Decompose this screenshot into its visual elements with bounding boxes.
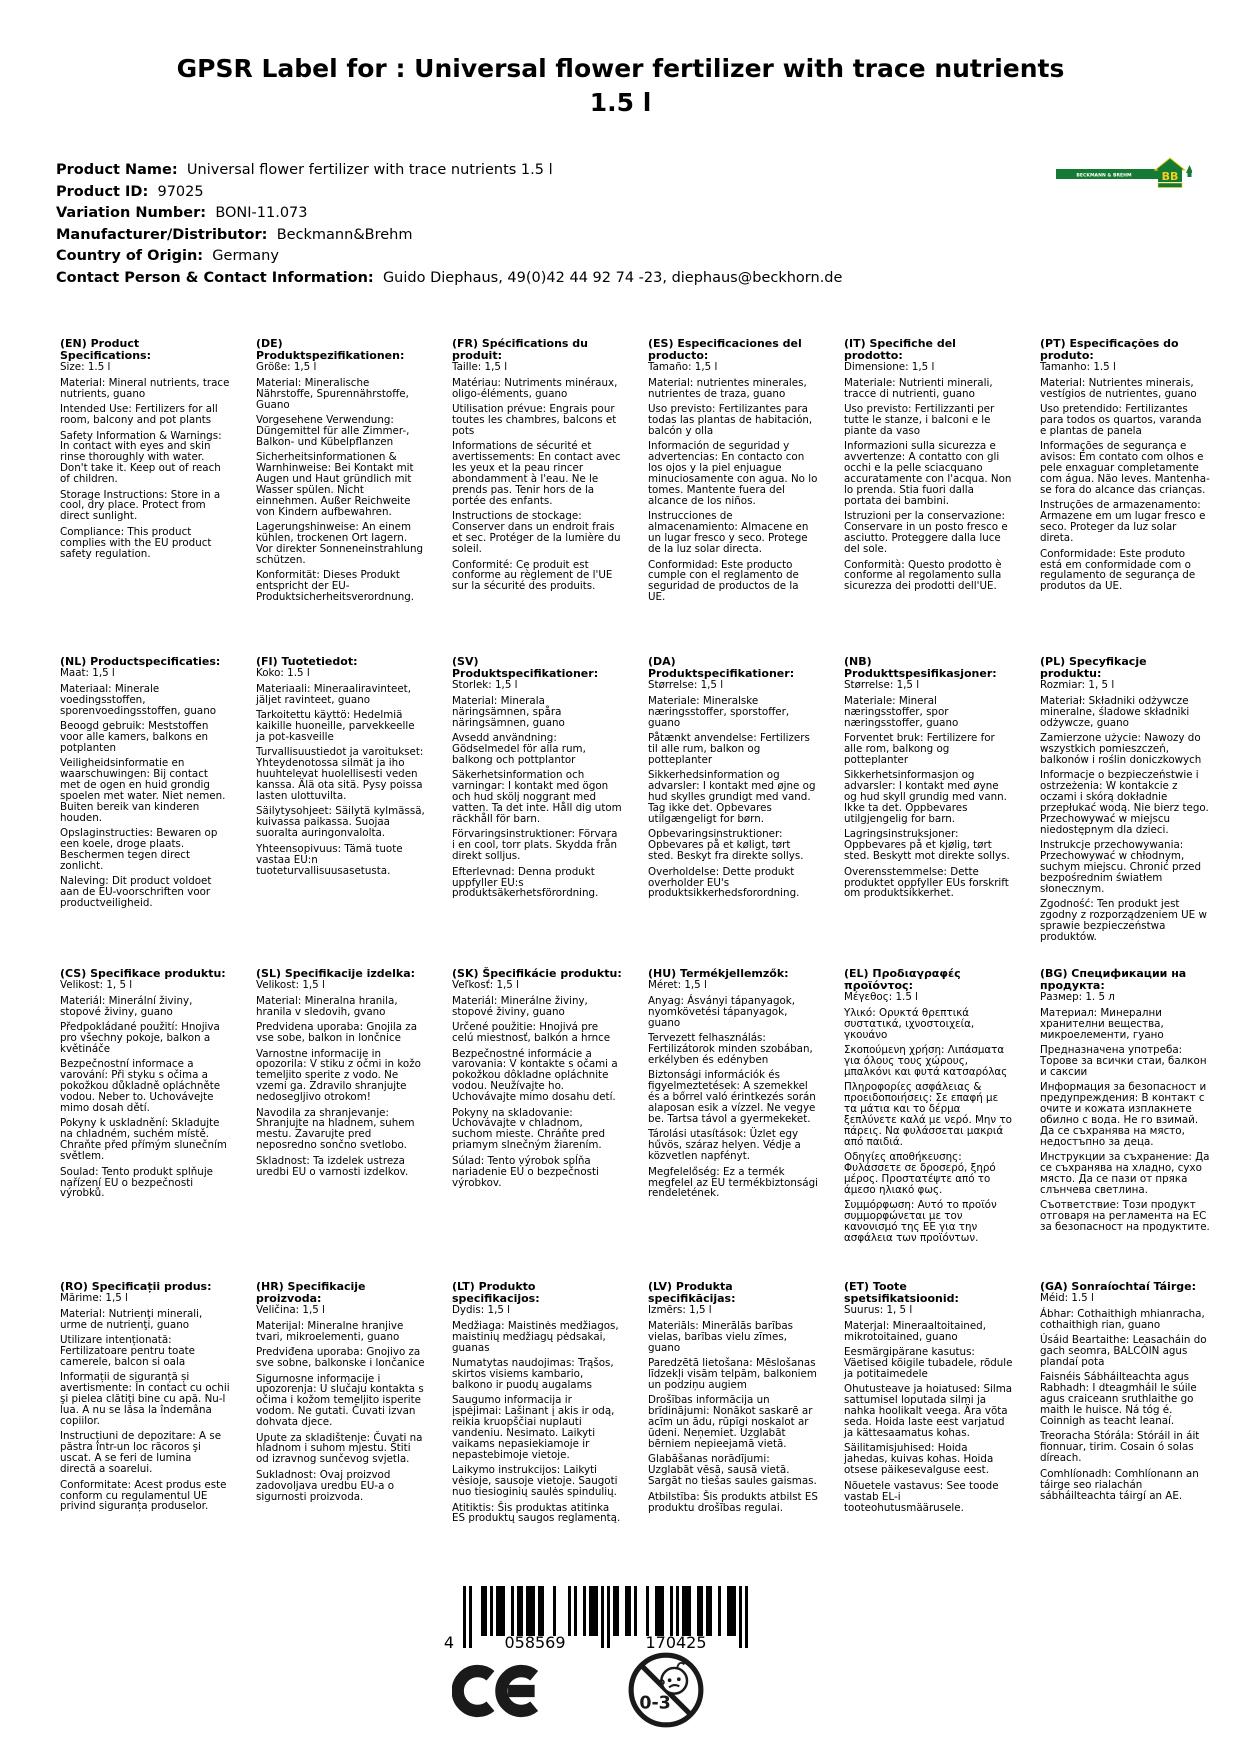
svg-text:BECKMANN & BREHM: BECKMANN & BREHM — [1076, 173, 1132, 179]
spec-block-lt — [452, 1281, 622, 1529]
product-info-row — [56, 246, 956, 268]
product-info-label: Product Name: — [56, 162, 178, 178]
age-warning-text: 0-3 — [639, 1693, 671, 1714]
spec-paragraph: Určené použitie: Hnojivá pre celú miestnosť, balkón a hrnce — [452, 1021, 611, 1045]
spec-paragraph: Bezpečnostní informace a varování: Při styku s očima a pokožkou důkladně opláchněte vodou. Neber to. Uchovávejte mimo dosah dětí. — [60, 1058, 221, 1115]
spec-paragraph: Säkerhetsinformation och varningar: I kontakt med ögon och hud skölj noggrant med vatten. Ta det inte. Håll dig utom räckhåll för barn. — [452, 769, 622, 825]
product-info-value: Germany — [212, 248, 279, 265]
spec-paragraph: Förvaringsinstruktioner: Förvara i en cool, torr plats. Skydda från direkt solljus. — [452, 828, 618, 863]
spec-paragraph: Material: Mineral nutrients, trace nutrients, guano — [60, 376, 230, 400]
spec-paragraph: Materiāls: Minerālās barības vielas, barības vielu zīmes, guano — [648, 1319, 794, 1354]
spec-paragraph: Overholdelse: Dette produkt overholder EU's produktsikkerhedsforordning. — [648, 865, 800, 900]
spec-block-title: (LT) Produkto specifikacijos: — [452, 1280, 540, 1305]
spec-paragraph: Materiaal: Minerale voedingsstoffen, sporenvoedingsstoffen, guano — [60, 682, 217, 717]
spec-paragraph: Navodila za shranjevanje: Shranjujte na hladnem, suhem mestu. Zavarujte pred neposredno sončno svetlobo. — [256, 1106, 415, 1152]
spec-paragraph: Naleving: Dit product voldoet aan de EU-voorschriften voor productveiligheid. — [60, 875, 212, 910]
spec-paragraph: Yhteensopivuus: Tämä tuote vastaa EU:n tuoteturvallisuusasetusta. — [256, 842, 403, 877]
spec-block-title: (FI) Tuotetiedot: — [256, 655, 358, 668]
spec-block-sk — [452, 968, 622, 1281]
spec-block-title: (FR) Spécifications du produit: — [452, 337, 589, 362]
page-title-line1: GPSR Label for : Universal flower fertilizer with trace nutrients — [176, 54, 1065, 83]
spec-block-en — [60, 338, 230, 656]
spec-paragraph: Veiligheidsinformatie en waarschuwingen: Bij contact met de ogen en huid grondig spoelen met water. Niet nemen. Buiten bereik van kinderen houden. — [60, 757, 226, 824]
spec-paragraph: Materjal: Mineraaltoitained, mikrotoitained, guano — [844, 1319, 986, 1343]
spec-paragraph: Předpokládané použití: Hnojiva pro všechny pokoje, balkon a květináče — [60, 1021, 220, 1056]
spec-paragraph: Conformidad: Este producto cumple con el reglamento de seguridad de productos de la UE. — [648, 558, 799, 604]
page-title-line2: 1.5 l — [589, 87, 652, 117]
product-info-value: Guido Diephaus, 49(0)42 44 92 74 -23, diephaus@beckhorn.de — [382, 269, 843, 286]
spec-block-el — [844, 968, 1014, 1281]
spec-block-de — [256, 338, 426, 656]
spec-block-title: (CS) Specifikace produktu: — [60, 967, 226, 980]
spec-block-pl — [1040, 656, 1210, 968]
spec-paragraph: Materiál: Minerálne živiny, stopové živiny, guano — [452, 994, 588, 1018]
spec-paragraph: Opslaginstructies: Bewaren op een koele, droge plaats. Beschermen tegen direct zonlicht. — [60, 827, 218, 872]
spec-block-nb — [844, 656, 1014, 968]
product-info-label: Product ID: — [56, 183, 149, 200]
spec-paragraph: Skladnost: Ta izdelek ustreza uredbi EU o varnosti izdelkov. — [256, 1154, 409, 1178]
spec-paragraph: Οδηγίες αποθήκευσης: Φυλάσσετε σε δροσερό, ξηρό μέρος. Προστατέψτε από το άμεσο ηλιακό φως. — [844, 1151, 996, 1196]
spec-block-title: (ES) Especificaciones del producto: — [648, 337, 802, 362]
spec-paragraph: Материал: Минерални хранителни вещества, микроелементи, гуано — [1040, 1006, 1164, 1041]
spec-paragraph: Intended Use: Fertilizers for all room, balcony and pot plants — [60, 403, 218, 427]
spec-block-title: (PL) Specyfikacje produktu: — [1040, 655, 1147, 680]
spec-block-it — [844, 338, 1014, 656]
page-title — [80, 52, 1161, 120]
spec-paragraph: Compliance: This product complies with the EU product safety regulation. — [60, 525, 212, 560]
spec-paragraph: Påtænkt anvendelse: Fertilizers til alle rum, balkon og potteplanter — [648, 732, 810, 766]
spec-paragraph: Predviđena uporaba: Gnojivo za sve sobne, balkonske i lončanice — [256, 1346, 425, 1370]
spec-paragraph: Sicherheitsinformationen & Warnhinweise: Bei Kontakt mit Augen und Haut gründlich mit Wasser spülen. Nicht einnehmen. Außer Reichweite von Kindern aufbewahren. — [256, 451, 414, 518]
product-info-label: Country of Origin: — [56, 248, 204, 265]
spec-block-lv — [648, 1281, 818, 1529]
barcode-lead-digit: 4 — [443, 1633, 455, 1652]
spec-block-title: (BG) Спецификации на продукта: — [1040, 967, 1187, 992]
spec-paragraph: Matériau: Nutriments minéraux, oligo-éléments, guano — [452, 376, 618, 400]
spec-block-title: (DA) Produktspecifikationer: — [648, 655, 795, 680]
spec-paragraph: Informații de siguranță și avertismente: În contact cu ochii şi pielea clătiţi bine cu apă. Nu-l lua. A nu se lăsa la îndemâna copiilor. — [60, 1371, 230, 1428]
spec-paragraph: Πληροφορίες ασφάλειας & προειδοποιήσεις: Σε επαφή με τα μάτια και το δέρμα ξεπλύνετε καλά με νερό. Μην το πάρεις. Να φυλάσσεται μακριά από παιδιά. — [844, 1081, 1012, 1148]
spec-paragraph: Úsáid Beartaithe: Leasacháin do gach seomra, BALCÓIN agus plandaí pota — [1040, 1334, 1207, 1369]
spec-block-title: (SV) Produktspecifikationer: — [452, 655, 599, 680]
spec-paragraph: Uso previsto: Fertilizantes para todas las plantas de habitación, balcón y olla — [648, 403, 813, 438]
spec-paragraph: Veličina: 1,5 l — [256, 1304, 325, 1316]
spec-paragraph: Utilizare intenționată: Fertilizatoare pentru toate camerele, balcon si oala — [60, 1334, 196, 1369]
spec-paragraph: Material: Mineralna hranila, hranila v sledovih, gvano — [256, 994, 398, 1018]
spec-paragraph: Informations de sécurité et avertissements: En contact avec les yeux et la peau rincer abondamment à l'eau. Ne le prends pas. Tenir hors de la portée des enfants. — [452, 440, 621, 507]
spec-paragraph: Bezpečnostné informácie a varovania: V kontakte s očami a pokožkou dôkladne opláchnite vodou. Neužívajte ho. Uchovávajte mimo dosahu detí. — [452, 1047, 618, 1104]
spec-block-bg — [1040, 968, 1210, 1281]
spec-paragraph: Forventet bruk: Fertilizere for alle rom, balkong og potteplanter — [844, 732, 995, 766]
footer — [0, 1580, 1241, 1754]
spec-block-hr — [256, 1281, 426, 1529]
product-info — [56, 160, 956, 290]
spec-block-title: (RO) Specificații produs: — [60, 1280, 212, 1293]
spec-paragraph: Taille: 1,5 l — [452, 361, 508, 373]
spec-paragraph: Materiale: Mineralske næringsstoffer, sporstoffer, guano — [648, 694, 790, 729]
spec-block-et — [844, 1281, 1014, 1529]
spec-block-da — [648, 656, 818, 968]
brand-logo-icon — [1056, 155, 1192, 193]
spec-paragraph: Material: Minerala näringsämnen, spåra näringsämnen, guano — [452, 694, 565, 729]
barcode-group2: 170425 — [645, 1633, 707, 1652]
spec-paragraph: Zgodność: Ten produkt jest zgodny z rozporządzeniem UE w sprawie bezpieczeństwa produktów. — [1040, 898, 1207, 944]
spec-paragraph: Информация за безопасност и предупреждения: В контакт с очите и кожата изплакнете обилно с вода. Не го взимай. Да се съхранява на място, недостъпно за деца. — [1040, 1081, 1207, 1148]
spec-paragraph: Treoracha Stórála: Stóráil in áit fionnuar, tirim. Cosain ó solas díreach. — [1040, 1430, 1200, 1465]
spec-paragraph: Instrucțiuni de depozitare: A se păstra într-un loc răcoros şi uscat. A se feri de lumina directă a soarelui. — [60, 1430, 222, 1476]
spec-paragraph: Съответствие: Този продукт отговаря на регламента на ЕС за безопасност на продуктите. — [1040, 1199, 1210, 1234]
spec-paragraph: Eesmärgipärane kasutus: Väetised kõigile tubadele, rõdule ja potitaimedele — [844, 1346, 1013, 1381]
spec-paragraph: Méid: 1.5 l — [1040, 1292, 1094, 1304]
spec-paragraph: Size: 1.5 l — [60, 361, 111, 373]
spec-block-ga — [1040, 1281, 1210, 1529]
spec-paragraph: Lagringsinstruksjoner: Oppbevares på et kjølig, tørt sted. Beskytt mot direkte sollys. — [844, 828, 1010, 863]
spec-paragraph: Tarkoitettu käyttö: Hedelmiä kaikille huoneille, parvekkeelle ja pot-kasveille — [256, 709, 415, 744]
spec-paragraph: Tárolási utasítások: Üzlet egy hűvös, száraz helyen. Védje a közvetlen napfényt. — [648, 1128, 801, 1163]
spec-block-title: (SL) Specifikacije izdelka: — [256, 967, 416, 980]
spec-block-title: (EN) Product Specifications: — [60, 337, 152, 362]
spec-paragraph: Predvidena uporaba: Gnojila za vse sobe, balkon in lončnice — [256, 1021, 418, 1045]
spec-paragraph: Rozmiar: 1, 5 l — [1040, 679, 1115, 691]
spec-block-title: (ET) Toote spetsifikatsioonid: — [844, 1280, 959, 1305]
spec-paragraph: Glabāšanas norādījumi: Uzglabāt vēsā, sausā vietā. Sargāt no tiešas saules gaismas. — [648, 1453, 817, 1488]
spec-paragraph: Conformitate: Acest produs este conform cu regulamentul UE privind siguranța produselor. — [60, 1478, 227, 1513]
spec-block-sv — [452, 656, 622, 968]
product-info-label: Variation Number: — [56, 205, 207, 222]
spec-paragraph: Tamaño: 1,5 l — [648, 361, 718, 373]
spec-paragraph: Información de seguridad y advertencias: En contacto con los ojos y la piel enjuague minuciosamente con agua. No lo tomes. Mantente fuera del alcance de los niños. — [648, 440, 818, 507]
spec-block-sl — [256, 968, 426, 1281]
spec-paragraph: Utilisation prévue: Engrais pour toutes les chambres, balcons et pots — [452, 403, 617, 438]
spec-paragraph: Megfelelőség: Ez a termék megfelel az EU termékbiztonsági rendeletének. — [648, 1165, 818, 1200]
spec-paragraph: Numatytas naudojimas: Trąšos, skirtos visiems kambario, balkono ir puodų augalams — [452, 1357, 614, 1391]
spec-paragraph: Paredzētā lietošana: Mēslošanas līdzekļi visām telpām, balkoniem un podziņu augiem — [648, 1357, 817, 1391]
spec-paragraph: Μέγεθος: 1.5 l — [844, 991, 919, 1003]
spec-paragraph: Atitiktis: Šis produktas atitinka ES produktų saugos reglamentą. — [452, 1501, 621, 1525]
spec-paragraph: Materiaali: Mineraaliravinteet, jäljet ravinteet, guano — [256, 682, 411, 706]
spec-paragraph: Zamierzone użycie: Nawozy do wszystkich pomieszczeń, balkonów i roślin doniczkowych — [1040, 732, 1202, 766]
spec-paragraph: Velikost: 1, 5 l — [60, 979, 133, 991]
spec-paragraph: Medžiaga: Maistinės medžiagos, maistinių medžiagų pėdsakai, guanas — [452, 1319, 619, 1354]
spec-block-cs — [60, 968, 230, 1281]
spec-paragraph: Veľkosť: 1,5 l — [452, 979, 519, 991]
spec-paragraph: Material: Nutrienţi minerali, urme de nutrienţi, guano — [60, 1307, 203, 1331]
spec-paragraph: Material: Mineralische Nährstoffe, Spurennährstoffe, Guano — [256, 376, 409, 411]
spec-block-pt — [1040, 338, 1210, 656]
spec-paragraph: Sikkerhetsinformasjon og advarsler: I kontakt med øyne og hud skyll grundig med vann. Ikke ta det. Oppbevares utilgjengelig for barn. — [844, 769, 1007, 825]
spec-paragraph: Säilitamisjuhised: Hoida jahedas, kuivas kohas. Hoida otsese päikesevalguse eest. — [844, 1442, 994, 1477]
product-info-value: Universal flower fertilizer with trace nutrients 1.5 l — [186, 162, 553, 178]
spec-paragraph: Tamanho: 1.5 l — [1040, 361, 1116, 373]
spec-block-title: (SK) Špecifikácie produktu: — [452, 967, 622, 980]
spec-paragraph: Sukladnost: Ovaj proizvod zadovoljava uredbu EU-a o sigurnosti proizvoda. — [256, 1468, 395, 1503]
spec-paragraph: Instrucciones de almacenamiento: Almacene en un lugar fresco y seco. Protege de la luz solar directa. — [648, 510, 809, 556]
spec-block-fr — [452, 338, 622, 656]
spec-block-fi — [256, 656, 426, 968]
spec-paragraph: Varnostne informacije in opozorila: V stiku z očmi in kožo temeljito sperite z vodo. Ne vzemi ga. Zdravilo shranjujte nedosegljivo otrokom! — [256, 1047, 421, 1104]
spec-paragraph: Koko: 1.5 l — [256, 667, 310, 679]
spec-block-title: (DE) Produktspezifikationen: — [256, 337, 405, 362]
spec-paragraph: Materijal: Mineralne hranjive tvari, mikroelementi, guano — [256, 1319, 404, 1343]
spec-paragraph: Materiał: Składniki odżywcze mineralne, śladowe składniki odżywcze, guano — [1040, 694, 1190, 729]
spec-paragraph: Инструкции за съхранение: Да се съхранява на хладно, сухо място. Да се пази от пряка слънчева светлина. — [1040, 1151, 1210, 1196]
spec-block-ro — [60, 1281, 230, 1529]
spec-paragraph: Informações de segurança e avisos: Em contato com olhos e pele enxaguar completamente com água. Não leves. Mantenha-se fora do alcance das crianças. — [1040, 440, 1210, 497]
spec-paragraph: Storlek: 1,5 l — [452, 679, 518, 691]
spec-paragraph: Overensstemmelse: Dette produktet oppfyller EUs forskrift om produktsikkerhet. — [844, 865, 1009, 900]
product-info-label: Contact Person & Contact Information: — [56, 269, 374, 286]
spec-paragraph: Uso previsto: Fertilizzanti per tutte le stanze, i balconi e le piante da vaso — [844, 403, 995, 438]
spec-paragraph: Conformité: Ce produit est conforme au règlement de l'UE sur la sécurité des produits. — [452, 558, 613, 593]
spec-paragraph: Предназначена употреба: Торове за всички стаи, балкон и саксии — [1040, 1044, 1207, 1078]
spec-paragraph: Súlad: Tento výrobok spĺňa nariadenie EÚ o bezpečnosti výrobkov. — [452, 1154, 599, 1189]
spec-block-title: (NL) Productspecificaties: — [60, 655, 221, 668]
spec-paragraph: Størrelse: 1,5 l — [648, 679, 724, 691]
spec-paragraph: Saugumo informacija ir įspėjimai: Lašinant į akis ir odą, reikia kruopščiai nuplauti vandeniu. Nesimato. Laikyti vaikams nepasiekiamoje ir nepastebimoje vietoje. — [452, 1394, 615, 1461]
spec-paragraph: Размер: 1. 5 л — [1040, 991, 1115, 1003]
spec-paragraph: Material: nutrientes minerales, nutrientes de traza, guano — [648, 376, 807, 400]
spec-paragraph: Opbevaringsinstruktioner: Opbevares på et køligt, tørt sted. Beskyt fra direkte sollys. — [648, 828, 804, 863]
spec-block-hu — [648, 968, 818, 1281]
product-info-value: Beckmann&Brehm — [276, 226, 413, 243]
spec-paragraph: Faisnéis Sábháilteachta agus Rabhadh: I dteagmháil le súile agus craiceann sruthlaithe go maith le huisce. Ná tóg é. Coinnigh as teacht leanaí. — [1040, 1371, 1197, 1428]
spec-paragraph: Mărime: 1,5 l — [60, 1292, 128, 1304]
spec-paragraph: Pokyny k uskladnění: Skladujte na chladném, suchém místě. Chraňte před přímým slunečním světlem. — [60, 1117, 227, 1163]
product-info-value: 97025 — [157, 183, 204, 200]
spec-paragraph: Izmērs: 1,5 l — [648, 1304, 712, 1316]
spec-block-title: (GA) Sonraíochtaí Táirge: — [1040, 1280, 1196, 1293]
spec-paragraph: Instrukcje przechowywania: Przechowywać w chłodnym, suchym miejscu. Chronić przed bezpośrednim światłem słonecznym. — [1040, 839, 1202, 895]
spec-paragraph: Uso pretendido: Fertilizantes para todos os quartos, varanda e plantas de panela — [1040, 403, 1202, 438]
spec-paragraph: Säilytysohjeet: Säilytä kylmässä, kuivassa paikassa. Suojaa suoralta auringonvalolta. — [256, 805, 425, 840]
spec-block-title: (NB) Produkttspesifikasjoner: — [844, 655, 997, 680]
spec-paragraph: Dydis: 1,5 l — [452, 1304, 511, 1316]
spec-paragraph: Velikost: 1,5 l — [256, 979, 325, 991]
spec-block-es — [648, 338, 818, 656]
spec-paragraph: Informacje o bezpieczeństwie i ostrzeżenia: W kontakcie z oczami i skórą dokładnie przepłukać wodą. Nie bierz tego. Przechowywać w miejscu niedostępnym dla dzieci. — [1040, 769, 1209, 836]
barcode-group1: 058569 — [504, 1633, 566, 1652]
spec-block-nl — [60, 656, 230, 968]
ce-mark-icon — [452, 1662, 547, 1720]
spec-paragraph: Material: Nutrientes minerais, vestígios de nutrientes, guano — [1040, 376, 1197, 400]
spec-block-title: (LV) Produkta specifikācijas: — [648, 1280, 736, 1305]
spec-paragraph: Nõuetele vastavus: See toode vastab EL-i tooteohutusmäärusele. — [844, 1479, 999, 1514]
product-info-row — [56, 182, 956, 204]
spec-paragraph: Sikkerhedsinformation og advarsler: I kontakt med øjne og hud skylles grundigt med vand. Tag ikke det. Opbevares utilgængeligt for børn. — [648, 769, 816, 825]
spec-paragraph: Méret: 1,5 l — [648, 979, 707, 991]
spec-paragraph: Materiale: Nutrienti minerali, tracce di nutrienti, guano — [844, 376, 993, 400]
spec-paragraph: Pokyny na skladovanie: Uchovávajte v chladnom, suchom mieste. Chráňte pred priamym slnečným žiarením. — [452, 1106, 606, 1152]
spec-paragraph: Vorgesehene Verwendung: Düngemittel für alle Zimmer-, Balkon- und Kübelpflanzen — [256, 414, 410, 448]
spec-paragraph: Conformidade: Este produto está em conformidade com o regulamento de segurança de produtos da UE. — [1040, 547, 1196, 593]
spec-paragraph: Υλικό: Ορυκτά θρεπτικά συστατικά, ιχνοστοιχεία, γκουάνο — [844, 1006, 975, 1041]
spec-paragraph: Συμμόρφωση: Αυτό το προϊόν συμμορφώνεται με τον κανονισμό της ΕΕ για την ασφάλεια των προϊόντων. — [844, 1199, 997, 1245]
spec-paragraph: Biztonsági információk és figyelmeztetések: A szemekkel és a bőrrel való érintkezés során alaposan esik a vízzel. Ne vegye be. Tartsa távol a gyermekeket. — [648, 1069, 816, 1125]
spec-paragraph: Drošības informācija un brīdinājumi: Nonākot saskarē ar acīm un ādu, rūpīgi noskalot ar ūdeni. Neņemiet. Uzglabāt bērniem nepieejamā vietā. — [648, 1394, 813, 1450]
spec-paragraph: Dimensione: 1,5 l — [844, 361, 935, 373]
spec-paragraph: Laikymo instrukcijos: Laikyti vėsioje, sausoje vietoje. Saugoti nuo tiesioginių saulės spindulių. — [452, 1464, 618, 1499]
spec-paragraph: Avsedd användning: Gödselmedel för alla rum, balkong och pottplantor — [452, 732, 586, 766]
product-info-row — [56, 160, 956, 182]
spec-paragraph: Atbilstība: Šis produkts atbilst ES produktu drošības regulai. — [648, 1490, 818, 1514]
spec-paragraph: Anyag: Ásványi tápanyagok, nyomkövetési tápanyagok, guano — [648, 994, 796, 1029]
spec-block-title: (EL) Προδιαγραφές προϊόντος: — [844, 967, 961, 992]
spec-paragraph: Ábhar: Cothaithigh mhianracha, cothaithigh rian, guano — [1040, 1307, 1205, 1331]
spec-block-title: (PT) Especificações do produto: — [1040, 337, 1179, 362]
product-info-row — [56, 203, 956, 225]
spec-paragraph: Efterlevnad: Denna produkt uppfyller EU:s produktsäkerhetsförordning. — [452, 865, 599, 900]
spec-paragraph: Ohutusteave ja hoiatused: Silma sattumisel loputada silmi ja nahka hoolikalt veega. Ära võta seda. Hoida laste eest varjatud ja kättesaamatus kohas. — [844, 1383, 1013, 1440]
spec-paragraph: Informazioni sulla sicurezza e avvertenze: A contatto con gli occhi e la pelle sciacquano accuratamente con l'acqua. Non lo prenda. Stia fuori dalla portata dei bambini. — [844, 440, 1012, 507]
spec-paragraph: Beoogd gebruik: Meststoffen voor alle kamers, balkons en potplanten — [60, 720, 209, 754]
spec-paragraph: Safety Information & Warnings: In contact with eyes and skin rinse thoroughly with water. Don't take it. Keep out of reach of children. — [60, 429, 222, 486]
spec-paragraph: Materiale: Mineral næringsstoffer, spor næringsstoffer, guano — [844, 694, 959, 729]
spec-paragraph: Materiál: Minerální živiny, stopové živiny, guano — [60, 994, 193, 1018]
brand-logo — [1056, 155, 1192, 193]
spec-block-title: (IT) Specifiche del prodotto: — [844, 337, 956, 362]
spec-paragraph: Comhlíonadh: Comhlíonann an táirge seo rialachán sábháilteachta táirgí an AE. — [1040, 1467, 1199, 1502]
age-warning-0-3-icon — [626, 1650, 706, 1730]
spec-paragraph: Sigurnosne informacije i upozorenja: U slučaju kontakta s očima i kožom temeljito isperite vodom. Ne gutati. Čuvati izvan dohvata djece. — [256, 1372, 424, 1429]
spec-paragraph: Tervezett felhasználás: Fertilizátorok minden szobában, erkélyben és edényben — [648, 1032, 813, 1066]
spec-paragraph: Turvallisuustiedot ja varoitukset: Yhteydenotossa silmät ja iho huuhtelevat huolellisesti veden kanssa. Älä ota sitä. Pysy poissa lasten ulottuvilta. — [256, 746, 424, 803]
spec-paragraph: Suurus: 1, 5 l — [844, 1304, 913, 1316]
spec-paragraph: Størrelse: 1,5 l — [844, 679, 920, 691]
spec-paragraph: Upute za skladištenje: Čuvati na hladnom i suhom mjestu. Štiti od izravnog sunčevog svjetla. — [256, 1431, 423, 1466]
spec-block-title: (HR) Specifikacije proizvoda: — [256, 1280, 366, 1305]
product-info-value: BONI-11.073 — [215, 205, 308, 222]
spec-paragraph: Konformität: Dieses Produkt entspricht der EU-Produktsicherheitsverordnung. — [256, 569, 415, 604]
spec-paragraph: Maat: 1,5 l — [60, 667, 115, 679]
spec-paragraph: Lagerungshinweise: An einem kühlen, trockenen Ort lagern. Vor direkter Sonneneinstrahlung schützen. — [256, 521, 424, 566]
svg-text:BB: BB — [1161, 170, 1179, 183]
product-info-label: Manufacturer/Distributor: — [56, 226, 268, 243]
spec-paragraph: Istruzioni per la conservazione: Conservare in un posto fresco e asciutto. Proteggere dalla luce del sole. — [844, 510, 1008, 556]
language-spec-grid — [60, 338, 1214, 1529]
spec-paragraph: Instruções de armazenamento: Armazene em um lugar fresco e seco. Proteger da luz solar direta. — [1040, 499, 1206, 545]
spec-block-title: (HU) Termékjellemzők: — [648, 967, 789, 980]
ean13-barcode — [439, 1586, 751, 1652]
product-info-row — [56, 268, 956, 290]
spec-paragraph: Größe: 1,5 l — [256, 361, 317, 373]
spec-paragraph: Storage Instructions: Store in a cool, dry place. Protect from direct sunlight. — [60, 488, 221, 523]
product-info-row — [56, 225, 956, 247]
spec-paragraph: Instructions de stockage: Conserver dans un endroit frais et sec. Protéger de la lumière du soleil. — [452, 510, 621, 556]
spec-paragraph: Conformità: Questo prodotto è conforme al regolamento sulla sicurezza dei prodotti dell'UE. — [844, 558, 1002, 593]
spec-paragraph: Σκοπούμενη χρήση: Λιπάσματα για όλους τους χώρους, μπαλκόνι και φυτά κατσαρόλας — [844, 1044, 1008, 1078]
spec-paragraph: Soulad: Tento produkt splňuje nařízení EU o bezpečnosti výrobků. — [60, 1165, 214, 1200]
